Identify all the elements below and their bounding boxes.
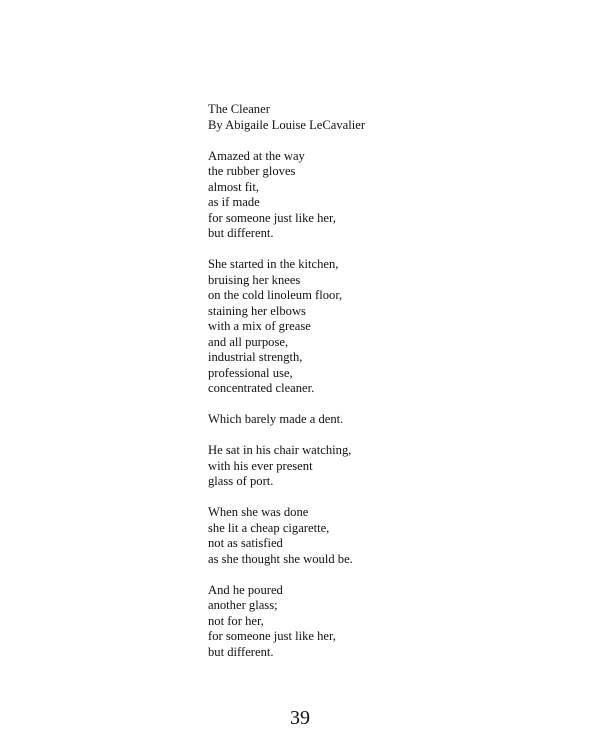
poem bbox=[208, 102, 568, 676]
poem-line: not for her, bbox=[208, 613, 264, 628]
poem-line: she lit a cheap cigarette, bbox=[208, 520, 330, 535]
poem-line: Amazed at the way bbox=[208, 148, 305, 163]
poem-line: but different. bbox=[208, 226, 274, 240]
poem-line: almost fit, bbox=[208, 179, 260, 194]
poem-line: for someone just like her, bbox=[208, 629, 336, 643]
poem-line: not as satisfied bbox=[208, 536, 283, 550]
poem-line: and all purpose, bbox=[208, 334, 289, 349]
poem-line: but different. bbox=[208, 644, 274, 659]
poem-line: professional use, bbox=[208, 365, 293, 380]
poem-line: He sat in his chair watching, bbox=[208, 443, 352, 457]
stanza-4 bbox=[208, 443, 568, 490]
stanza-1 bbox=[208, 149, 568, 242]
poem-line: as if made bbox=[208, 195, 260, 209]
poem-line: She started in the kitchen, bbox=[208, 257, 339, 271]
poem-byline: By Abigaile Louise LeCavalier bbox=[208, 117, 366, 132]
poem-line: as she thought she would be. bbox=[208, 551, 353, 566]
stanza-2 bbox=[208, 257, 568, 397]
poem-line: with a mix of grease bbox=[208, 319, 311, 333]
poem-line: on the cold linoleum floor, bbox=[208, 288, 343, 302]
poem-line: bruising her knees bbox=[208, 272, 301, 287]
poem-line: And he poured bbox=[208, 582, 283, 597]
poem-line: for someone just like her, bbox=[208, 210, 336, 225]
poem-line: with his ever present bbox=[208, 458, 313, 473]
poem-line: glass of port. bbox=[208, 474, 274, 488]
poem-line: When she was done bbox=[208, 505, 309, 519]
stanza-5 bbox=[208, 505, 568, 567]
poem-line: the rubber gloves bbox=[208, 164, 296, 178]
stanza-6 bbox=[208, 583, 568, 661]
poem-line: concentrated cleaner. bbox=[208, 381, 315, 395]
page-number: 39 bbox=[290, 707, 310, 729]
poem-line: staining her elbows bbox=[208, 303, 306, 318]
poem-line: industrial strength, bbox=[208, 350, 303, 364]
poem-title: The Cleaner bbox=[208, 102, 270, 116]
poem-line: another glass; bbox=[208, 598, 278, 612]
poem-header bbox=[208, 102, 568, 133]
poem-line: Which barely made a dent. bbox=[208, 412, 344, 426]
stanza-3 bbox=[208, 412, 568, 428]
